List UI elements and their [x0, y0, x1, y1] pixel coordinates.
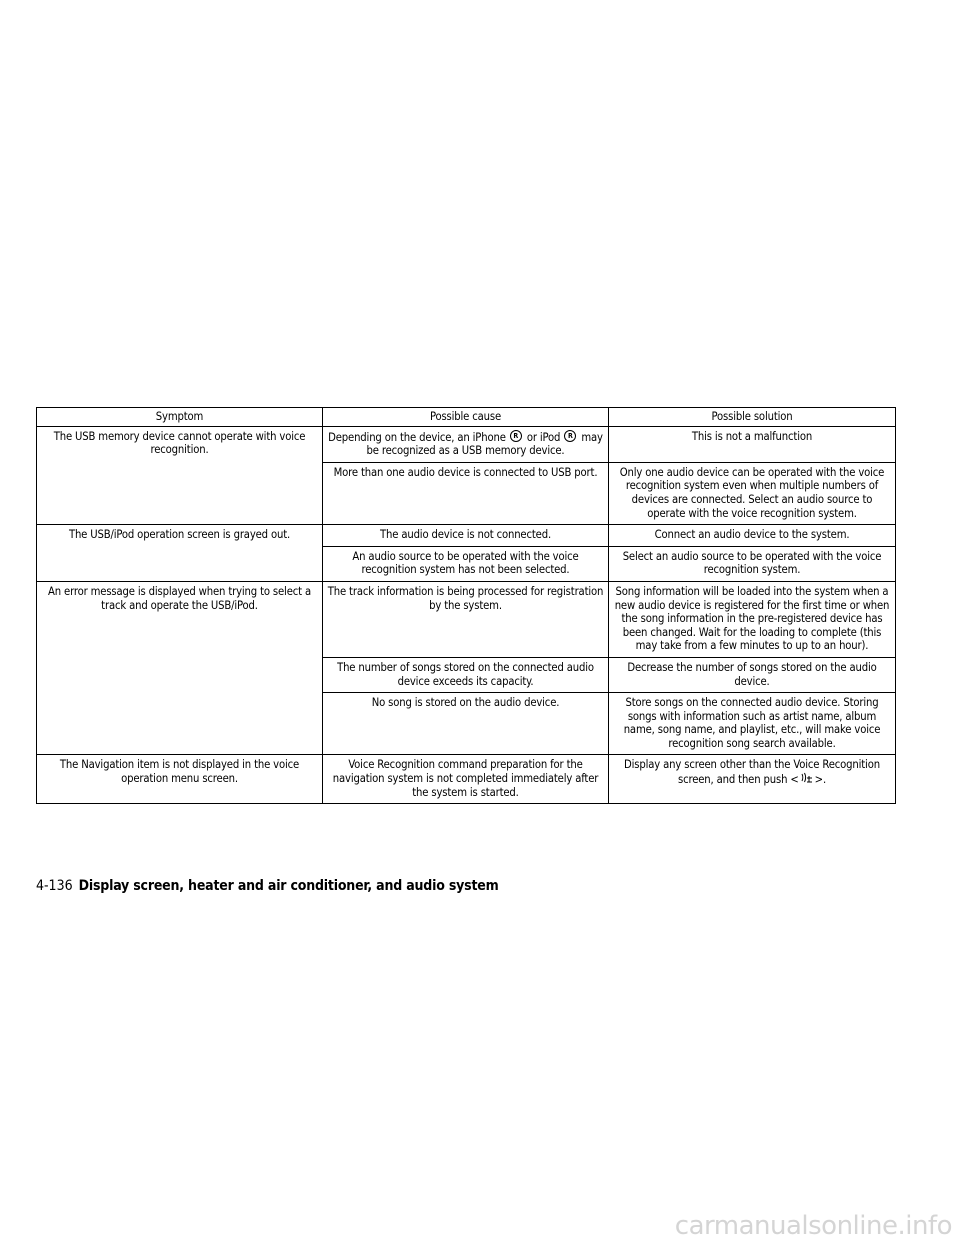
solution-cell: Only one audio device can be operated with the voice recognition system even when multiple numbers of devices are connected. Select an audio source to operate with the voice recognition system. [609, 462, 896, 524]
solution-cell: Store songs on the connected audio device. Storing songs with information such as artist name, album name, song name, and playlist, etc., will make voice recognition song search available. [609, 693, 896, 755]
page-number: 4-136 [36, 878, 73, 894]
solution-cell: This is not a malfunction [609, 426, 896, 462]
symptom-cell: The USB/iPod operation screen is grayed out. [37, 525, 323, 582]
cause-text: may be recognized as a USB memory device. [366, 430, 603, 458]
troubleshooting-table [36, 407, 896, 804]
cause-text: Depending on the device, an iPhone [328, 430, 506, 444]
cause-cell: More than one audio device is connected to USB port. [323, 462, 609, 524]
header-symptom: Symptom [37, 408, 323, 427]
cause-cell: An audio source to be operated with the voice recognition system has not been selected. [323, 546, 609, 581]
cause-text: or iPod [526, 430, 561, 444]
cause-cell: Voice Recognition command preparation for the navigation system is not completed immediately after the system is started. [323, 755, 609, 804]
registered-mark-icon: R [564, 430, 576, 442]
symptom-cell: The USB memory device cannot operate with voice recognition. [37, 426, 323, 525]
solution-text: . [822, 773, 826, 787]
solution-cell: Connect an audio device to the system. [609, 525, 896, 547]
cause-cell: No song is stored on the audio device. [323, 693, 609, 755]
table-row [37, 426, 896, 462]
solution-text: Display any screen other than the Voice Recognition screen, and then push [624, 758, 880, 787]
header-possible-solution: Possible solution [609, 408, 896, 427]
talk-button-icon [800, 772, 814, 788]
close-bracket: > [814, 773, 823, 787]
cause-cell [323, 426, 609, 462]
symptom-cell: The Navigation item is not displayed in the voice operation menu screen. [37, 755, 323, 804]
solution-cell: Decrease the number of songs stored on the audio device. [609, 657, 896, 692]
table-row [37, 755, 896, 804]
watermark-text: carmanualsonline.info [674, 1211, 952, 1241]
table-header-row [37, 408, 896, 427]
solution-cell: Song information will be loaded into the system when a new audio device is registered for the first time or when the song information in the pre-registered device has been changed. Wait for the loading to complete (this may take from a few minutes to up to an hour). [609, 581, 896, 657]
table-row [37, 581, 896, 657]
solution-cell [609, 755, 896, 804]
section-title: Display screen, heater and air conditioner, and audio system [78, 878, 499, 894]
header-possible-cause: Possible cause [323, 408, 609, 427]
registered-mark-icon: R [510, 430, 522, 442]
page-footer [36, 877, 499, 895]
cause-cell: The audio device is not connected. [323, 525, 609, 547]
cause-cell: The track information is being processed for registration by the system. [323, 581, 609, 657]
table-row [37, 525, 896, 547]
open-bracket: < [790, 773, 799, 787]
symptom-cell: An error message is displayed when trying to select a track and operate the USB/iPod. [37, 581, 323, 755]
cause-cell: The number of songs stored on the connected audio device exceeds its capacity. [323, 657, 609, 692]
solution-cell: Select an audio source to be operated with the voice recognition system. [609, 546, 896, 581]
